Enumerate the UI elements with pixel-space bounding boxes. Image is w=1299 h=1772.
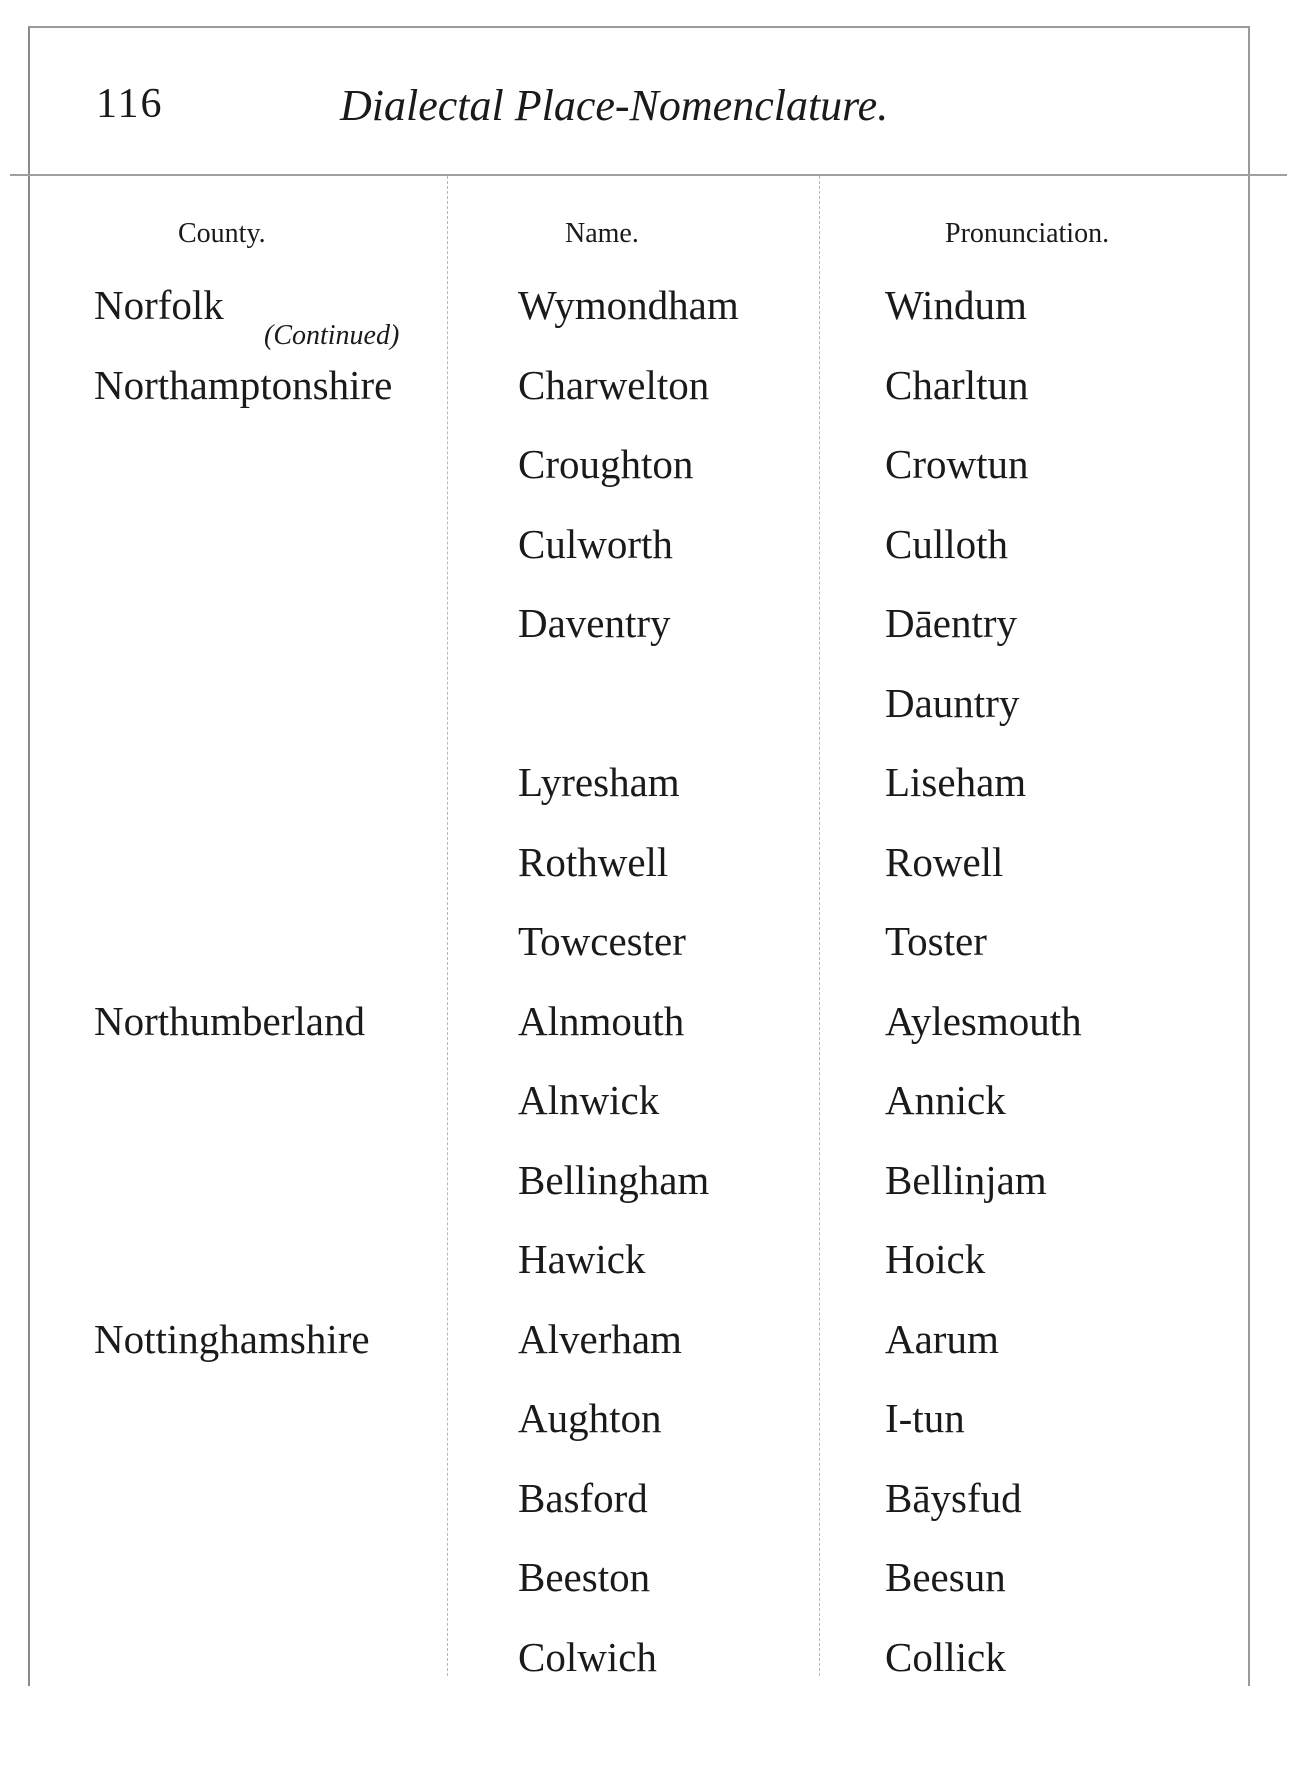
name-cell: Lyresham xyxy=(518,759,680,805)
name-cell: Colwich xyxy=(518,1633,657,1680)
pronunciation-cell: Dāentry xyxy=(885,600,1018,646)
pronunciation-cell: Aarum xyxy=(885,1315,999,1362)
name-cell: Alnmouth xyxy=(518,997,685,1044)
table-row xyxy=(0,1618,1299,1698)
county-cell: Nottinghamshire xyxy=(94,1315,370,1362)
pronunciation-cell: Bellinjam xyxy=(885,1156,1047,1203)
pronunciation-cell: Windum xyxy=(885,282,1027,328)
table-row xyxy=(0,584,1299,664)
header-rule xyxy=(10,174,1287,176)
column-header-name: Name. xyxy=(565,218,639,249)
name-cell: Bellingham xyxy=(518,1156,710,1203)
running-title: Dialectal Place-Nomenclature. xyxy=(340,81,889,130)
table-row xyxy=(0,1379,1299,1459)
table-row xyxy=(0,1459,1299,1539)
pronunciation-cell: I-tun xyxy=(885,1395,965,1441)
name-cell: Rothwell xyxy=(518,838,669,885)
table-row xyxy=(0,1061,1299,1141)
table-row xyxy=(0,1300,1299,1380)
table-row xyxy=(0,982,1299,1062)
pronunciation-cell: Hoick xyxy=(885,1236,986,1282)
name-cell: Alnwick xyxy=(518,1077,660,1123)
table-row xyxy=(0,1538,1299,1618)
pronunciation-cell: Culloth xyxy=(885,520,1009,567)
table-row xyxy=(0,902,1299,982)
county-cell: Northumberland xyxy=(94,997,365,1044)
name-cell: Daventry xyxy=(518,600,671,646)
name-cell: Beeston xyxy=(518,1554,651,1600)
name-cell: Hawick xyxy=(518,1236,646,1282)
name-cell: Wymondham xyxy=(518,282,739,328)
name-cell: Aughton xyxy=(518,1395,662,1441)
name-cell: Basford xyxy=(518,1474,648,1521)
pronunciation-cell: Collick xyxy=(885,1633,1006,1680)
table-row xyxy=(0,1141,1299,1221)
pronunciation-cell: Bāysfud xyxy=(885,1474,1022,1521)
table-row xyxy=(0,346,1299,426)
page-number: 116 xyxy=(96,81,164,127)
table-row xyxy=(0,664,1299,744)
name-cell: Croughton xyxy=(518,441,694,487)
pronunciation-cell: Rowell xyxy=(885,838,1004,885)
name-cell: Culworth xyxy=(518,520,673,567)
pronunciation-cell: Annick xyxy=(885,1077,1006,1123)
continued-note: (Continued) xyxy=(264,320,400,351)
table-row xyxy=(0,743,1299,823)
county-cell: Norfolk xyxy=(94,282,224,328)
table-row xyxy=(0,425,1299,505)
pronunciation-cell: Dauntry xyxy=(885,679,1020,726)
pronunciation-cell: Beesun xyxy=(885,1554,1006,1600)
place-name-table xyxy=(0,266,1299,1697)
column-header-county: County. xyxy=(178,218,266,249)
pronunciation-cell: Crowtun xyxy=(885,441,1029,487)
column-header-pronunciation: Pronunciation. xyxy=(945,218,1110,249)
name-cell: Alverham xyxy=(518,1315,682,1362)
table-row xyxy=(0,266,1299,346)
name-cell: Charwelton xyxy=(518,361,710,408)
pronunciation-cell: Charltun xyxy=(885,361,1029,408)
pronunciation-cell: Liseham xyxy=(885,759,1027,805)
table-row xyxy=(0,505,1299,585)
pronunciation-cell: Toster xyxy=(885,918,987,964)
table-row xyxy=(0,1220,1299,1300)
county-cell: Northamptonshire xyxy=(94,361,393,408)
pronunciation-cell: Aylesmouth xyxy=(885,997,1082,1044)
table-row xyxy=(0,823,1299,903)
name-cell: Towcester xyxy=(518,918,686,964)
